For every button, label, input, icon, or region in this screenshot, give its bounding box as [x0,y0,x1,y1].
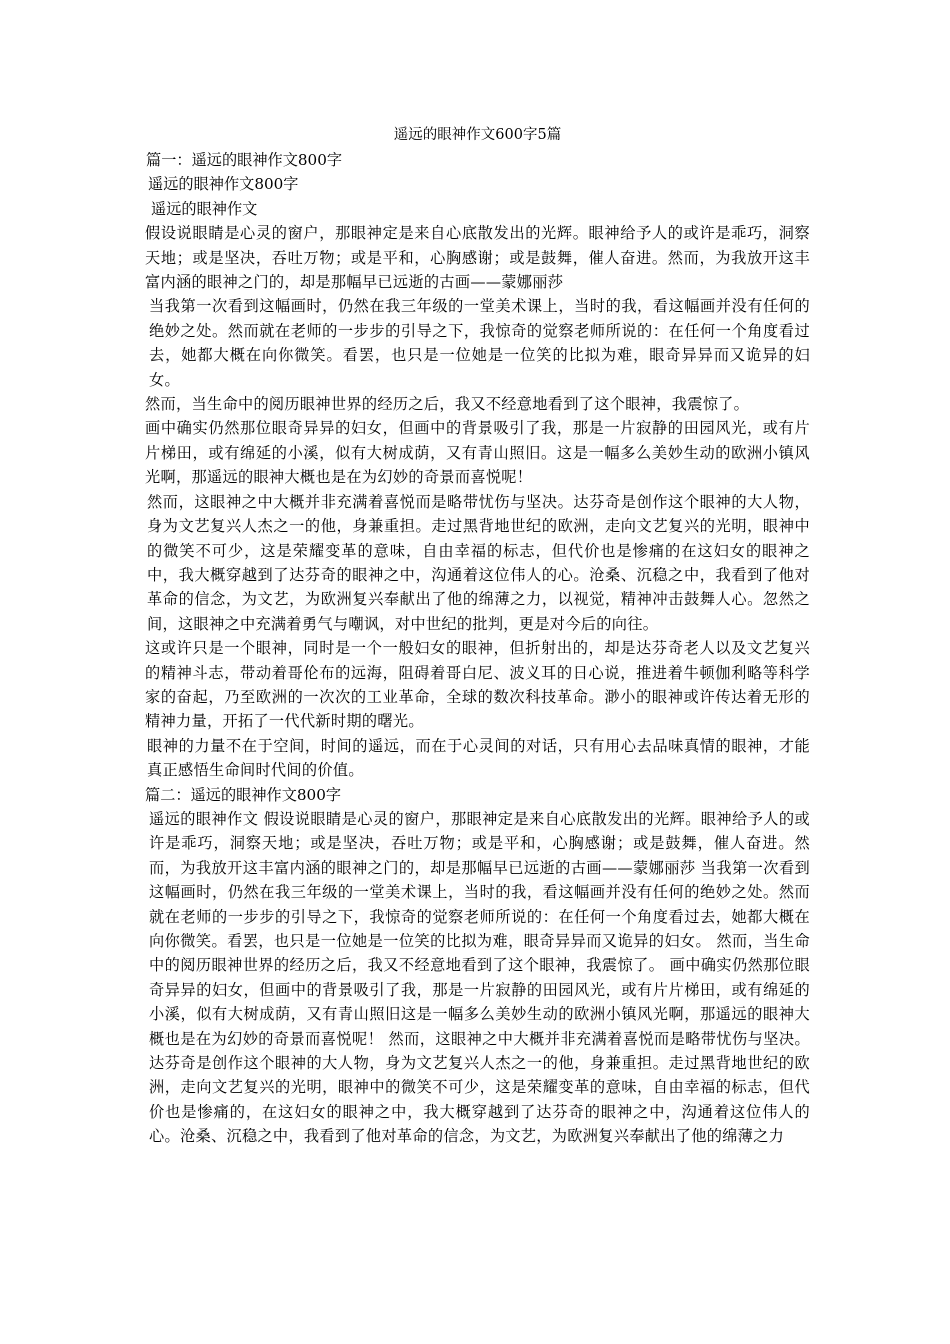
subheading-2: 遥远的眼神作文 [151,199,258,218]
section-heading-1: 篇一：遥远的眼神作文800字 [146,151,343,169]
document-page [145,124,810,1149]
section-heading-2: 篇二：遥远的眼神作文800字 [145,785,342,804]
paragraph-2: 当我第一次看到这幅画时，仍然在我三年级的一堂美术课上，当时的我，看这幅画并没有任何的绝妙之处。然而就在老师的一步步的引导之下，我惊奇的觉察老师所说的：在任何一个角度看过去，她都大概在向你微笑。看罢，也只是一位她是一位笑的比拟为难，眼奇异异而又诡异的妇女。 [149,297,810,389]
paragraph-5: 然而，这眼神之中大概并非充满着喜悦而是略带忧伤与坚决。达芬奇是创作这个眼神的大人物，身为文艺复兴人杰之一的他，身兼重担。走过黑背地世纪的欧洲，走向文艺复兴的光明，眼神中的微笑不可少，这是荣耀变革的意味，自由幸福的标志，但代价也是惨痛的在这妇女的眼神之中，我大概穿越到了达芬奇的眼神之中，沟通着这位伟人的心。沧桑、沉稳之中，我看到了他对革命的信念，为文艺，为欧洲复兴奉献出了他的绵薄之力，以视觉，精神冲击鼓舞人心。忽然之间，这眼神之中充满着勇气与嘲讽，对中世纪的批判，更是对今后的向往。 [147,492,810,633]
document-title: 遥远的眼神作文600字5篇 [393,127,562,143]
paragraph-6: 这或许只是一个眼神，同时是一个一般妇女的眼神，但折射出的，却是达芬奇老人以及文艺复兴的精神斗志，带动着哥伦布的远海，阻碍着哥白尼、波义耳的日心说，推进着牛顿伽利略等科学家的奋起，乃至欧洲的一次次的工业革命，全球的数次科技革命。渺小的眼神或许传达着无形的精神力量，开拓了一代代新时期的曙光。 [145,639,810,731]
paragraph-8: 遥远的眼神作文 假设说眼睛是心灵的窗户，那眼神定是来自心底散发出的光辉。眼神给予人的或许是乖巧，洞察天地；或是坚决，吞吐万物；或是平和，心胸感谢；或是鼓舞，催人奋进。然而，为我放开这丰富内涵的眼神之门的，却是那幅早已远逝的古画——蒙娜丽莎 当我第一次看到这幅画时，仍然在我三年级的一堂美术课上，当时的我，看这幅画并没有任何的绝妙之处。然而就在老师的一步步的引导之下，我惊奇的觉察老师所说的：在任何一个角度看过去，她都大概在向你微笑。看罢，也只是一位她是一位笑的比拟为难，眼奇异异而又诡异的妇女。 然而，当生命中的阅历眼神世界的经历之后，我又不经意地看到了这个眼神，我震惊了。 画中确实仍然那位眼奇异异的妇女，但画中的背景吸引了我，那是一片寂静的田园风光，或有片片梯田，或有绵延的小溪，似有大树成荫，又有青山照旧这是一幅多么美妙生动的欧洲小镇风光啊，那遥远的眼神大概也是在为幻妙的奇景而喜悦呢！ 然而，这眼神之中大概并非充满着喜悦而是略带忧伤与坚决。达芬奇是创作这个眼神的大人物，身为文艺复兴人杰之一的他，身兼重担。走过黑背地世纪的欧洲，走向文艺复兴的光明，眼神中的微笑不可少，这是荣耀变革的意味，自由幸福的标志，但代价也是惨痛的，在这妇女的眼神之中，我大概穿越到了达芬奇的眼神之中，沟通着这位伟人的心。沧桑、沉稳之中，我看到了他对革命的信念，为文艺，为欧洲复兴奉献出了他的绵薄之力 [149,809,810,1146]
paragraph-4: 画中确实仍然那位眼奇异异的妇女，但画中的背景吸引了我，那是一片寂静的田园风光，或有片片梯田，或有绵延的小溪，似有大树成荫，又有青山照旧。这是一幅多么美妙生动的欧洲小镇风光啊，那遥远的眼神大概也是在为幻妙的奇景而喜悦呢！ [145,419,810,487]
subheading-1: 遥远的眼神作文800字 [148,175,299,194]
paragraph-3: 然而，当生命中的阅历眼神世界的经历之后，我又不经意地看到了这个眼神，我震惊了。 [145,395,750,414]
paragraph-7: 眼神的力量不在于空间，时间的遥远，而在于心灵间的对话，只有用心去品味真情的眼神，才能真正感悟生命间时代间的价值。 [147,736,810,780]
paragraph-1: 假设说眼睛是心灵的窗户，那眼神定是来自心底散发出的光辉。眼神给予人的或许是乖巧，洞察天地；或是坚决，吞吐万物；或是平和，心胸感谢；或是鼓舞，催人奋进。然而，为我放开这丰富内涵的眼神之门的，却是那幅早已远逝的古画——蒙娜丽莎 [145,224,810,292]
